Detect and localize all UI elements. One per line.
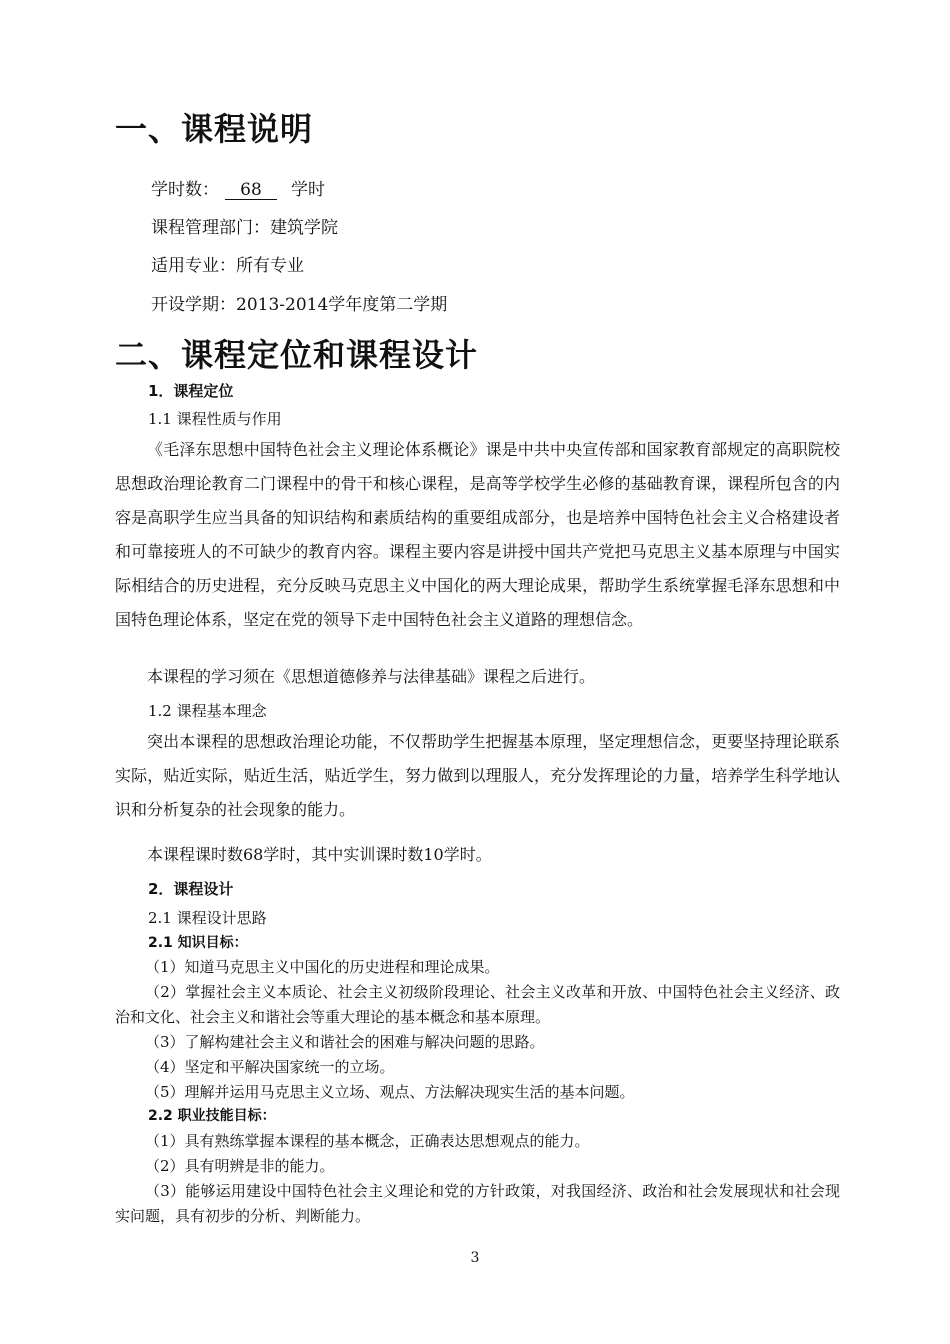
hours-row xyxy=(151,175,325,200)
hours-value: 68 xyxy=(225,181,277,200)
heading-2-design: 2．课程设计 xyxy=(148,880,234,898)
majors-row: 适用专业：所有专业 xyxy=(151,256,304,276)
skills-item: （2）具有明辨是非的能力。 xyxy=(145,1157,335,1175)
skills-item: （1）具有熟练掌握本课程的基本概念，正确表达思想观点的能力。 xyxy=(145,1132,590,1150)
knowledge-goals-title: 2.1 知识目标： xyxy=(148,935,248,951)
heading-1-2: 1.2 课程基本理念 xyxy=(148,702,267,720)
hours-label: 学时数： xyxy=(151,180,219,200)
paragraph-course-nature: 《毛泽东思想中国特色社会主义理论体系概论》课是中共中央宣传部和国家教育部规定的高职院校思想政治理论教育二门课程中的骨干和核心课程，是高等学校学生必修的基础教育课，课程所包含的内容是高职学生应当具备的知识结构和素质结构的重要组成部分，也是培养中国特色社会主义合格建设者和可靠接班人的不可缺少的教育内容。课程主要内容是讲授中国共产党把马克思主义基本原理与中国实际相结合的历史进程，充分反映马克思主义中国化的两大理论成果，帮助学生系统掌握毛泽东思想和中国特色理论体系，坚定在党的领导下走中国特色社会主义道路的理想信念。 xyxy=(115,440,840,629)
paragraph-prerequisite: 本课程的学习须在《思想道德修养与法律基础》课程之后进行。 xyxy=(147,667,596,686)
knowledge-item: （1）知道马克思主义中国化的历史进程和理论成果。 xyxy=(145,958,500,976)
paragraph-course-philosophy: 突出本课程的思想政治理论功能，不仅帮助学生把握基本原理，坚定理想信念，更要坚持理论联系实际，贴近实际，贴近生活，贴近学生，努力做到以理服人，充分发挥理论的力量，培养学生科学地认识和分析复杂的社会现象的能力。 xyxy=(115,732,840,819)
section-2-heading: 二、课程定位和课程设计 xyxy=(115,336,479,374)
skills-item: （3）能够运用建设中国特色社会主义理论和党的方针政策，对我国经济、政治和社会发展现状和社会现实问题，具有初步的分析、判断能力。 xyxy=(115,1182,840,1225)
heading-1-1: 1.1 课程性质与作用 xyxy=(148,410,282,428)
hours-unit: 学时 xyxy=(291,180,325,200)
section-1-heading: 一、课程说明 xyxy=(115,110,314,148)
knowledge-item: （3）了解构建社会主义和谐社会的困难与解决问题的思路。 xyxy=(145,1033,545,1051)
heading-1-positioning: 1．课程定位 xyxy=(148,382,234,400)
page-number: 3 xyxy=(470,1250,480,1266)
skills-goals-title: 2.2 职业技能目标： xyxy=(148,1108,276,1124)
semester-row: 开设学期：2013-2014学年度第二学期 xyxy=(151,295,448,315)
heading-2-1: 2.1 课程设计思路 xyxy=(148,909,267,927)
paragraph-course-hours: 本课程课时数68学时，其中实训课时数10学时。 xyxy=(147,845,492,864)
department-row: 课程管理部门：建筑学院 xyxy=(151,218,338,238)
knowledge-item: （4）坚定和平解决国家统一的立场。 xyxy=(145,1058,395,1076)
knowledge-item: （5）理解并运用马克思主义立场、观点、方法解决现实生活的基本问题。 xyxy=(145,1083,635,1101)
knowledge-item: （2）掌握社会主义本质论、社会主义初级阶段理论、社会主义改革和开放、中国特色社会主义经济、政治和文化、社会主义和谐社会等重大理论的基本概念和基本原理。 xyxy=(115,983,840,1026)
